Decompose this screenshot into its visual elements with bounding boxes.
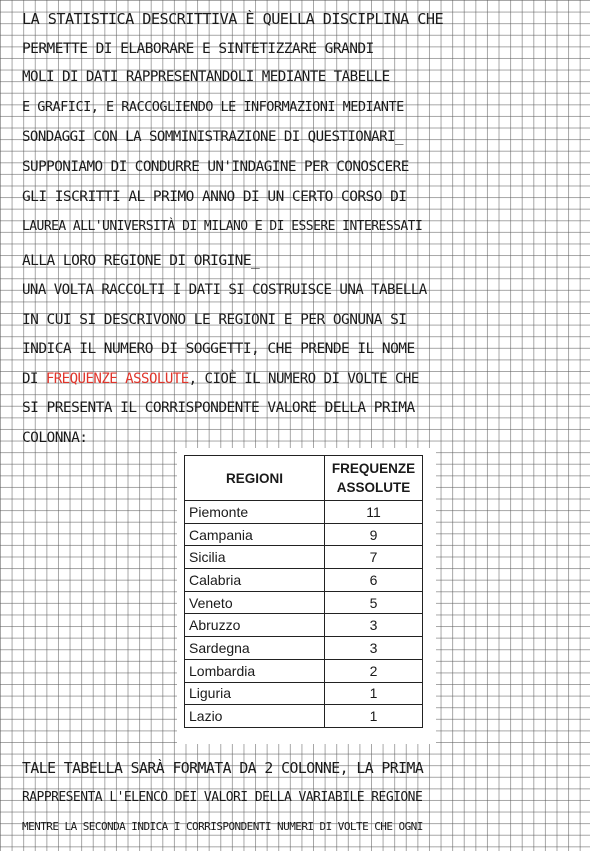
text-fragment: DI bbox=[22, 371, 46, 387]
text-line: GLI ISCRITTI AL PRIMO ANNO DI UN CERTO CORSO DI bbox=[22, 189, 407, 205]
cell-frequenza: 9 bbox=[325, 523, 423, 546]
cell-regione: Lazio bbox=[185, 705, 325, 728]
text-line: E GRAFICI, E RACCOGLIENDO LE INFORMAZIONI MEDIANTE bbox=[22, 99, 404, 115]
text-line: LA STATISTICA DESCRITTIVA È QUELLA DISCIPLINA CHE bbox=[22, 10, 444, 28]
text-line: SUPPONIAMO DI CONDURRE UN'INDAGINE PER CONOSCERE bbox=[22, 159, 409, 175]
table-row bbox=[185, 614, 423, 637]
table-row bbox=[185, 659, 423, 682]
text-line: IN CUI SI DESCRIVONO LE REGIONI E PER OGNUNA SI bbox=[22, 312, 407, 328]
header-line: ASSOLUTE bbox=[336, 480, 411, 495]
text-line: TALE TABELLA SARÀ FORMATA DA 2 COLONNE, LA PRIMA bbox=[22, 760, 424, 777]
cell-regione: Calabria bbox=[185, 569, 325, 592]
text-line: RAPPRESENTA L'ELENCO DEI VALORI DELLA VARIABILE REGIONE bbox=[22, 790, 423, 805]
table-row bbox=[185, 682, 423, 705]
cell-frequenza: 5 bbox=[325, 591, 423, 614]
cell-regione: Sicilia bbox=[185, 546, 325, 569]
text-line bbox=[22, 370, 419, 388]
table-row bbox=[185, 569, 423, 592]
table-row bbox=[185, 523, 423, 546]
text-line: UNA VOLTA RACCOLTI I DATI SI COSTRUISCE UNA TABELLA bbox=[22, 282, 427, 298]
text-line: COLONNA: bbox=[22, 430, 88, 446]
cell-frequenza: 11 bbox=[325, 501, 423, 524]
header-frequenze-assolute bbox=[325, 456, 423, 501]
highlighted-term: FREQUENZE ASSOLUTE bbox=[45, 371, 189, 387]
text-line: INDICA IL NUMERO DI SOGGETTI, CHE PRENDE IL NOME bbox=[22, 341, 415, 357]
table-row bbox=[185, 501, 423, 524]
text-line: MOLI DI DATI RAPPRESENTANDOLI MEDIANTE TABELLE bbox=[22, 69, 390, 85]
text-line: MENTRE LA SECONDA INDICA I CORRISPONDENTI NUMERI DI VOLTE CHE OGNI bbox=[22, 820, 423, 833]
table-row bbox=[185, 705, 423, 728]
cell-regione: Liguria bbox=[185, 682, 325, 705]
cell-frequenza: 3 bbox=[325, 637, 423, 660]
text-line: LAUREA ALL'UNIVERSITÀ DI MILANO E DI ESSERE INTERESSATI bbox=[22, 219, 423, 234]
cell-regione: Piemonte bbox=[185, 501, 325, 524]
header-regioni: REGIONI bbox=[185, 456, 325, 501]
table-row bbox=[185, 637, 423, 660]
cell-regione: Lombardia bbox=[185, 659, 325, 682]
table-row bbox=[185, 546, 423, 569]
frequency-table-card bbox=[177, 448, 436, 744]
text-line: SONDAGGI CON LA SOMMINISTRAZIONE DI QUESTIONARI_ bbox=[22, 129, 403, 145]
cell-regione: Sardegna bbox=[185, 637, 325, 660]
cell-frequenza: 1 bbox=[325, 682, 423, 705]
cell-regione: Abruzzo bbox=[185, 614, 325, 637]
text-line: ALLA LORO REGIONE DI ORIGINE_ bbox=[22, 253, 260, 269]
cell-frequenza: 1 bbox=[325, 705, 423, 728]
table-header-row bbox=[185, 456, 423, 501]
cell-frequenza: 3 bbox=[325, 614, 423, 637]
cell-frequenza: 6 bbox=[325, 569, 423, 592]
header-line: FREQUENZE bbox=[331, 461, 416, 476]
cell-frequenza: 7 bbox=[325, 546, 423, 569]
frequency-table bbox=[184, 455, 423, 728]
cell-frequenza: 2 bbox=[325, 659, 423, 682]
cell-regione: Veneto bbox=[185, 591, 325, 614]
text-line: SI PRESENTA IL CORRISPONDENTE VALORE DELLA PRIMA bbox=[22, 400, 415, 416]
cell-regione: Campania bbox=[185, 523, 325, 546]
text-fragment: , CIOÈ IL NUMERO DI VOLTE CHE bbox=[188, 371, 419, 387]
table-body bbox=[185, 501, 423, 728]
table-row bbox=[185, 591, 423, 614]
text-line: PERMETTE DI ELABORARE E SINTETIZZARE GRANDI bbox=[22, 41, 374, 57]
